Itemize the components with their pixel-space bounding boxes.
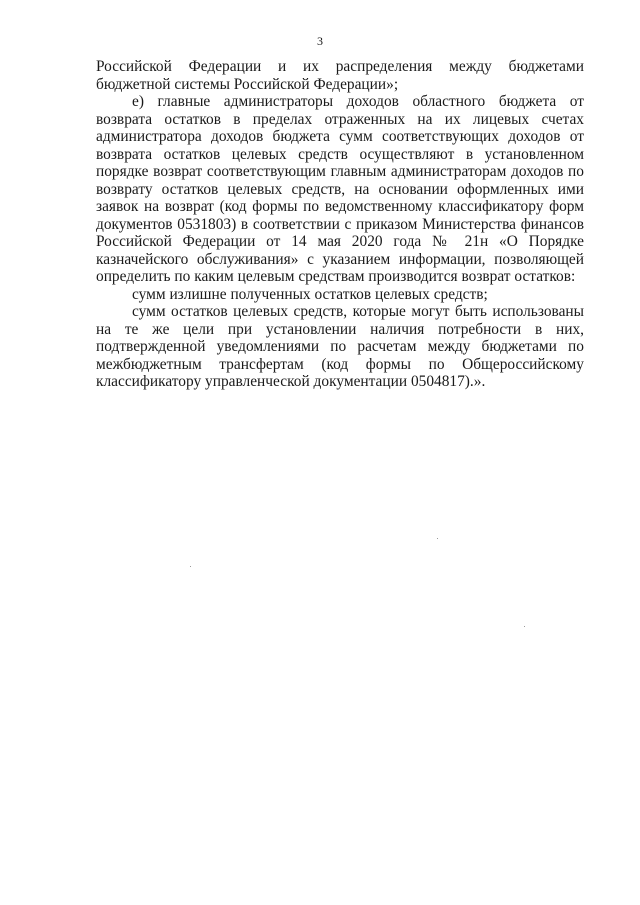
scan-speck (524, 626, 525, 627)
scan-speck (437, 538, 438, 539)
paragraph-item-e: е) главные администраторы доходов областного бюджета от возврата остатков в пределах отраженных на их лицевых счетах администратора доходов бюджета сумм соответствующих доходов от возврата остатков целевых средств осуществляют в установленном порядке возврат соответствующим главным администраторам доходов по возврату остатков целевых средств, на основании оформленных ими заявок на возврат (код формы по ведомственному классификатору форм документов 0531803) в соответствии с приказом Министерства финансов Российской Федерации от 14 мая 2020 года № 21н «О Порядке казначейского обслуживания» с указанием информации, позволяющей определить по каким целевым средствам производится возврат остатков: (96, 93, 584, 285)
paragraph-continuation: Российской Федерации и их распределения между бюджетами бюджетной системы Российской Федерации»; (96, 58, 584, 93)
paragraph-usable-remainders: сумм остатков целевых средств, которые могут быть использованы на те же цели при установлении наличия потребности в них, подтвержденной уведомлениями по расчетам между бюджетами по межбюджетным трансфертам (код формы по Общероссийскому классификатору управленческой документации 0504817).». (96, 303, 584, 390)
scan-speck (190, 566, 191, 567)
document-body (96, 58, 584, 391)
paragraph-excess-remainders: сумм излишне полученных остатков целевых средств; (132, 285, 488, 303)
page-number: 3 (317, 34, 323, 48)
